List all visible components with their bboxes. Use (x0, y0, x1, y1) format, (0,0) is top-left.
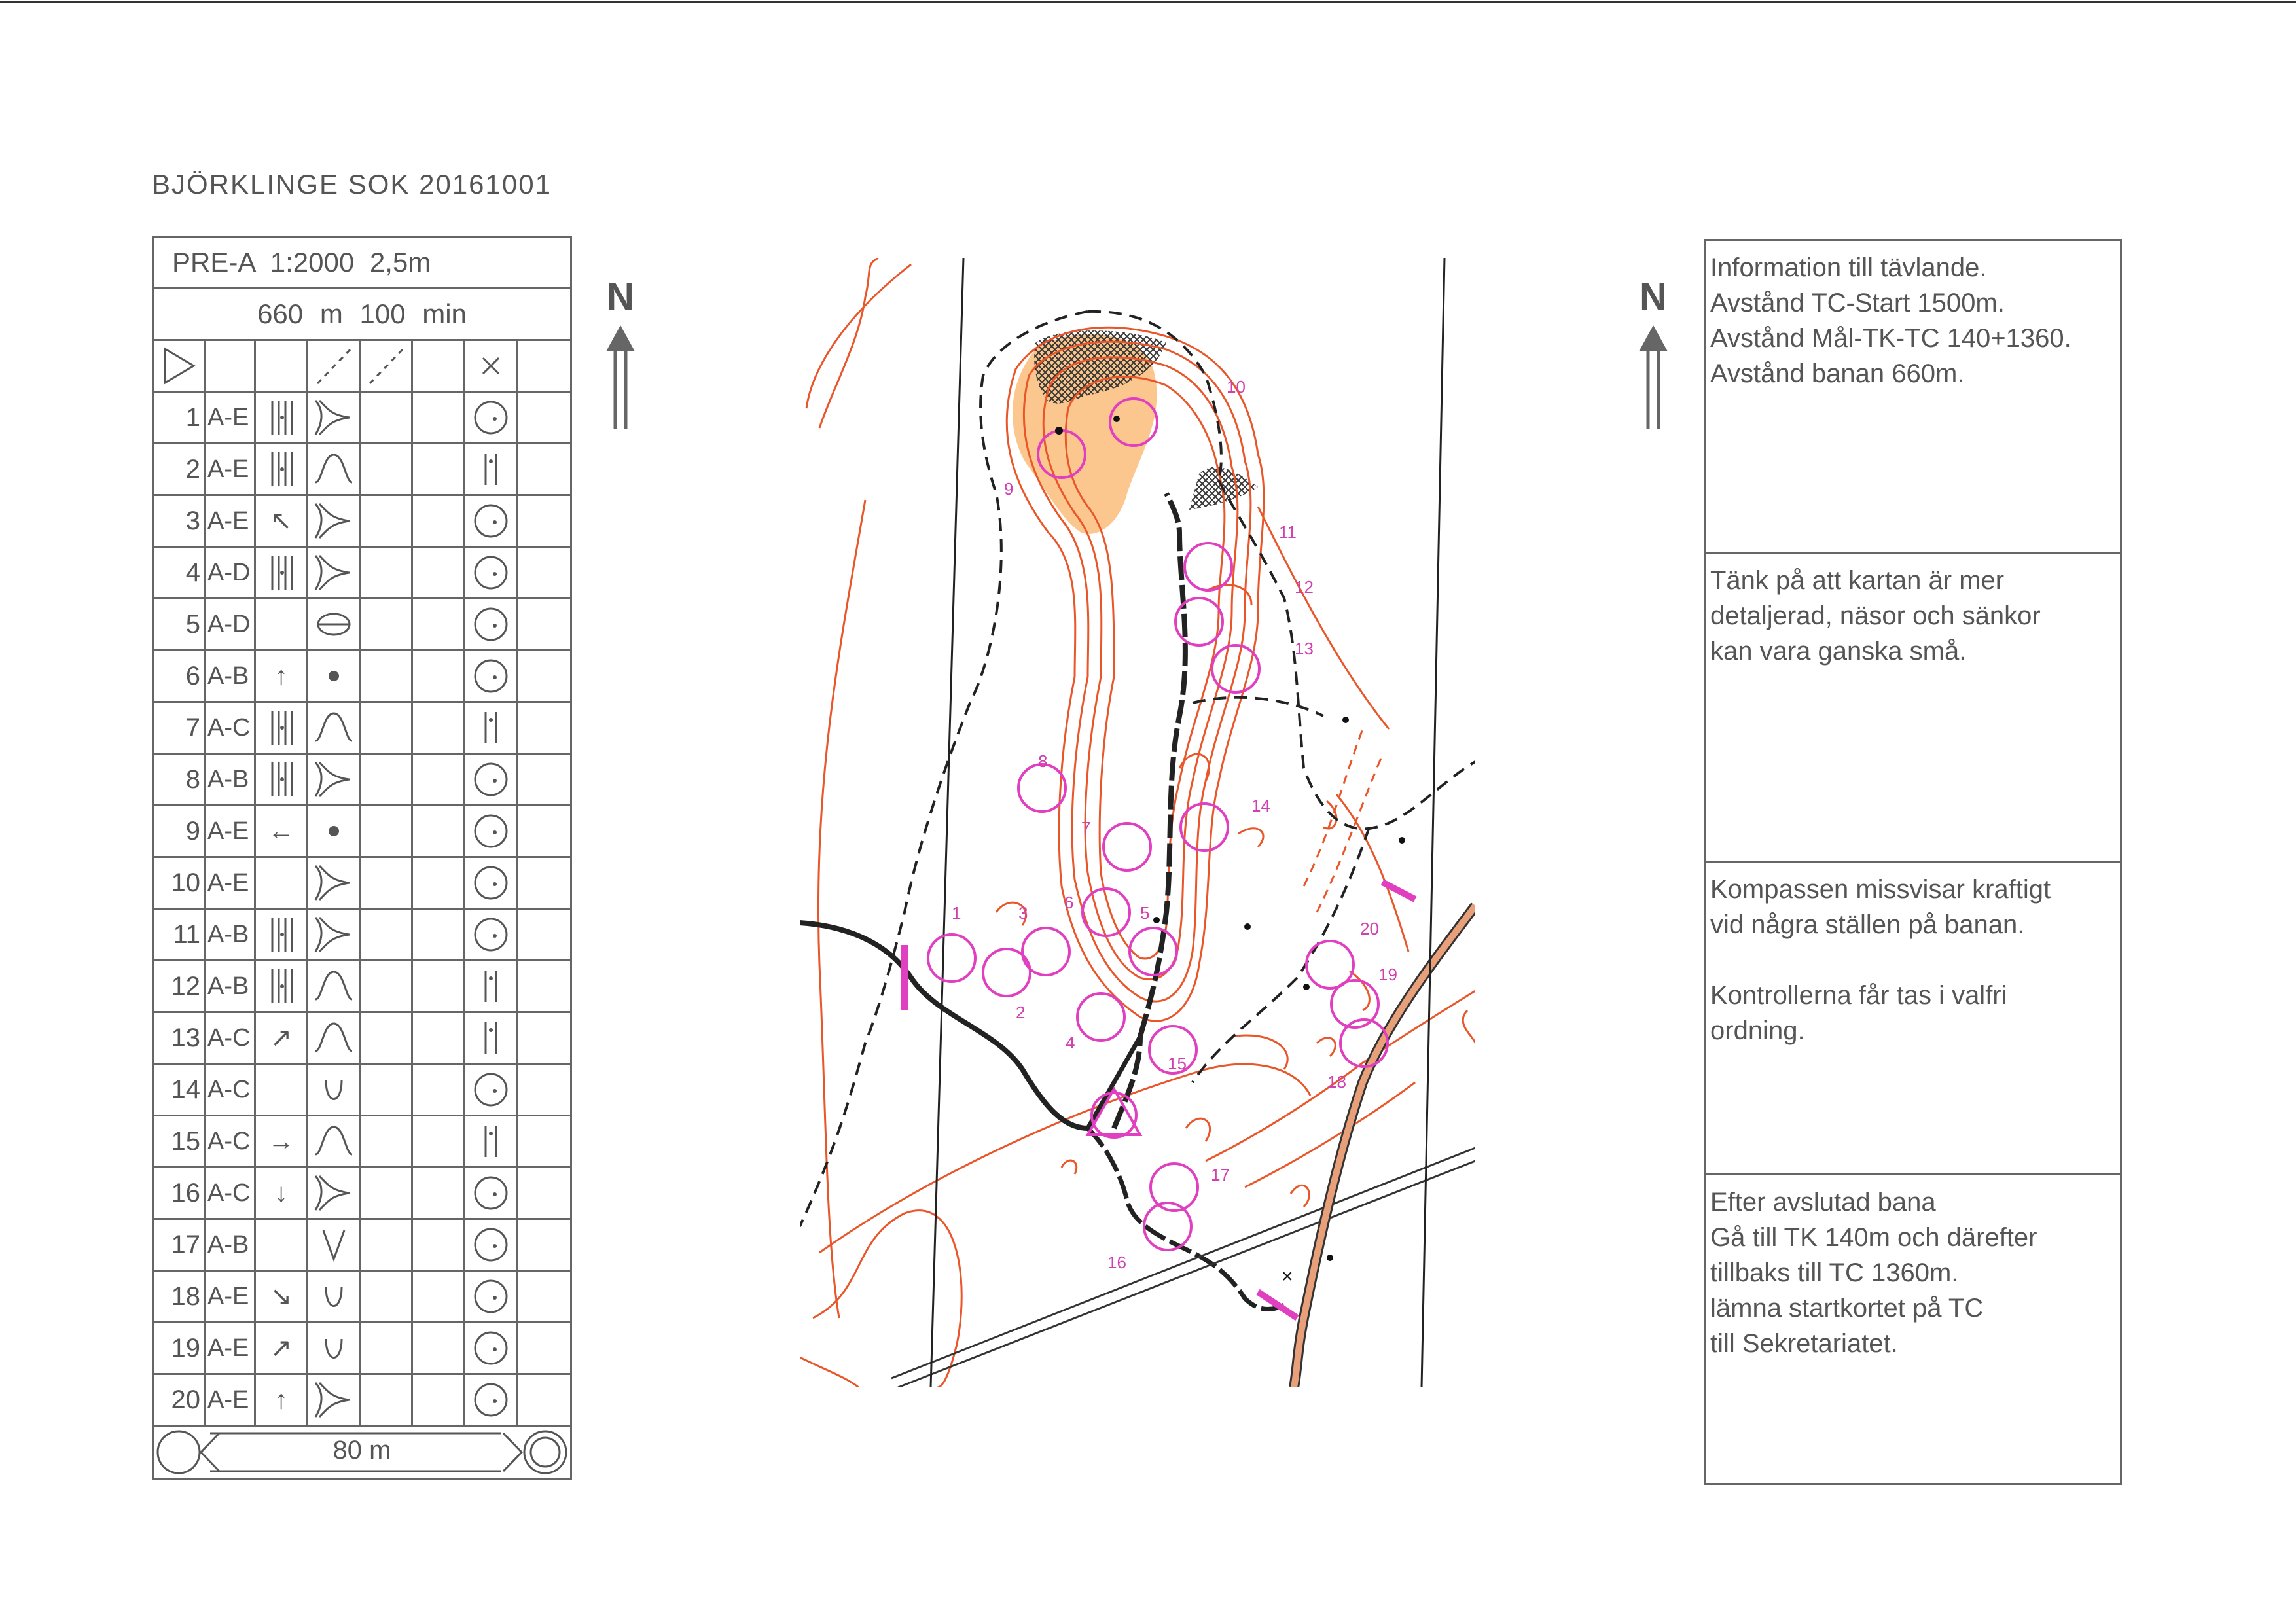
column-c-empty (256, 599, 308, 649)
spur-icon (308, 393, 361, 442)
direction-arrow: ↓ (256, 1168, 308, 1218)
control-code: A-B (206, 1220, 256, 1270)
spur-icon (308, 858, 361, 908)
control-row (154, 961, 570, 1013)
control-location-circle-icon (465, 755, 518, 804)
control-number: 5 (154, 599, 206, 649)
empty-cell (361, 961, 413, 1011)
empty-cell (413, 1272, 465, 1321)
empty-cell (518, 444, 570, 494)
information-panel (1704, 239, 2122, 1485)
empty-cell (518, 548, 570, 597)
map-control-number: 6 (1064, 893, 1074, 912)
contour-lines-icon (256, 444, 308, 494)
control-row (154, 1272, 570, 1323)
hill-icon (308, 1116, 361, 1166)
control-row (154, 393, 570, 444)
control-number: 2 (154, 444, 206, 494)
empty-cell (361, 703, 413, 753)
empty-cell (518, 1168, 570, 1218)
map-control-number: 7 (1081, 818, 1091, 838)
control-number: 7 (154, 703, 206, 753)
map-control-number: 12 (1295, 577, 1314, 597)
empty-cell (518, 858, 570, 908)
direction-arrow: ↗ (256, 1013, 308, 1063)
info-line: Kontrollerna får tas i valfri (1710, 981, 2007, 1010)
control-row (154, 548, 570, 599)
depression-icon (308, 1272, 361, 1321)
empty-cell (413, 1323, 465, 1373)
control-location-circle-icon (465, 496, 518, 546)
map-control-number: 18 (1327, 1072, 1346, 1092)
info-line: detaljerad, näsor och sänkor (1710, 601, 2041, 630)
info-line: Efter avslutad bana (1710, 1188, 1936, 1217)
finish-row (154, 1427, 570, 1478)
empty-cell (361, 755, 413, 804)
map-control-number: 5 (1140, 903, 1150, 923)
control-row (154, 496, 570, 548)
map-control-number: 8 (1038, 751, 1048, 771)
empty-cell (361, 1065, 413, 1115)
spur-icon (308, 548, 361, 597)
empty-cell (518, 1116, 570, 1166)
control-row (154, 1065, 570, 1116)
info-line: kan vara ganska små. (1710, 637, 1967, 666)
empty-cell (518, 599, 570, 649)
control-code: A-D (206, 548, 256, 597)
control-row (154, 910, 570, 961)
empty-cell (518, 1013, 570, 1063)
control-location-circle-icon (465, 1220, 518, 1270)
empty-cell (413, 755, 465, 804)
map-control-number: 15 (1168, 1054, 1187, 1073)
spur-icon (308, 755, 361, 804)
empty-cell (518, 806, 570, 856)
control-location-circle-icon (465, 1272, 518, 1321)
empty-cell (361, 599, 413, 649)
empty-cell (518, 703, 570, 753)
control-number: 19 (154, 1323, 206, 1373)
map-control-number: 4 (1066, 1033, 1075, 1052)
north-label: N (607, 276, 634, 318)
north-arrow-icon (601, 319, 640, 430)
empty-cell (413, 496, 465, 546)
control-location-circle-icon (465, 1065, 518, 1115)
info-line: Kompassen missvisar kraftigt (1710, 875, 2051, 904)
info-line: vid några ställen på banan. (1710, 910, 2025, 939)
control-number: 10 (154, 858, 206, 908)
map-control-number: 16 (1107, 1253, 1126, 1272)
empty-cell (518, 755, 570, 804)
control-row (154, 858, 570, 910)
north-arrow-icon (1634, 319, 1673, 430)
control-row (154, 806, 570, 858)
hill-icon (308, 703, 361, 753)
map-control-number: 20 (1360, 919, 1379, 938)
empty-cell (361, 910, 413, 959)
info-line: Gå till TK 140m och därefter (1710, 1223, 2037, 1252)
control-code: A-B (206, 961, 256, 1011)
control-location-circle-icon (465, 910, 518, 959)
empty-cell (361, 496, 413, 546)
dashed-diagonal-icon (308, 341, 361, 391)
control-row (154, 1375, 570, 1427)
empty-cell (361, 548, 413, 597)
empty-cell (413, 1116, 465, 1166)
empty-cell (361, 858, 413, 908)
empty-cell (413, 444, 465, 494)
control-code: A-E (206, 806, 256, 856)
map-control-number: 3 (1018, 903, 1028, 923)
empty-cell (518, 1323, 570, 1373)
finish-distance: 80 m (332, 1436, 391, 1465)
info-line: till Sekretariatet. (1710, 1329, 1898, 1358)
info-line: Tänk på att kartan är mer (1710, 566, 2005, 595)
control-number: 1 (154, 393, 206, 442)
map-control-number: 13 (1295, 639, 1314, 658)
direction-arrow: ← (256, 806, 308, 856)
control-number: 11 (154, 910, 206, 959)
direction-arrow: ↖ (256, 496, 308, 546)
control-row (154, 1013, 570, 1065)
direction-arrow: ↑ (256, 1375, 308, 1425)
contour-lines-icon (256, 393, 308, 442)
empty-cell (413, 910, 465, 959)
knoll-dot-icon (308, 651, 361, 701)
info-section-compass (1706, 863, 2120, 1175)
empty-cell (413, 1013, 465, 1063)
dashed-diagonal-icon (361, 341, 413, 391)
control-row (154, 651, 570, 703)
empty-cell (413, 651, 465, 701)
control-number: 6 (154, 651, 206, 701)
north-label: N (1640, 276, 1667, 318)
depression-icon (308, 1065, 361, 1115)
info-section-general (1706, 241, 2120, 554)
direction-arrow: ↗ (256, 1323, 308, 1373)
control-location-circle-icon (465, 393, 518, 442)
control-row (154, 1323, 570, 1375)
hill-icon (308, 1013, 361, 1063)
column-c-empty (256, 1065, 308, 1115)
hill-icon (308, 444, 361, 494)
orienteering-map (800, 258, 1475, 1387)
empty-cell (361, 1116, 413, 1166)
empty-cell (518, 1220, 570, 1270)
empty-cell (413, 1220, 465, 1270)
control-row (154, 599, 570, 651)
empty-cell (518, 961, 570, 1011)
control-number: 8 (154, 755, 206, 804)
empty-cell (518, 1272, 570, 1321)
empty-cell (518, 651, 570, 701)
control-location-circle-icon (465, 599, 518, 649)
empty-cell (413, 1375, 465, 1425)
control-row (154, 703, 570, 755)
control-number: 16 (154, 1168, 206, 1218)
contour-lines-icon (256, 961, 308, 1011)
control-code: A-C (206, 1065, 256, 1115)
empty-cell (518, 496, 570, 546)
empty-cell (518, 1065, 570, 1115)
control-location-bar-icon (465, 1116, 518, 1166)
top-border-line (0, 1, 2296, 3)
empty-cell (413, 1168, 465, 1218)
control-code: A-C (206, 1116, 256, 1166)
control-location-circle-icon (465, 1323, 518, 1373)
map-control-number: 1 (952, 903, 961, 923)
empty-cell (361, 1272, 413, 1321)
control-code: A-E (206, 1272, 256, 1321)
empty-cell (361, 806, 413, 856)
control-row (154, 755, 570, 806)
control-code: A-E (206, 393, 256, 442)
map-control-number: 19 (1378, 965, 1397, 984)
info-line: tillbaks till TC 1360m. (1710, 1258, 1959, 1287)
info-section-after-course (1706, 1175, 2120, 1483)
control-number: 18 (154, 1272, 206, 1321)
control-code: A-B (206, 755, 256, 804)
empty-cell (413, 1065, 465, 1115)
empty-cell (413, 703, 465, 753)
map-control-number: 11 (1279, 522, 1297, 542)
spur-icon (308, 496, 361, 546)
empty-cell (361, 1323, 413, 1373)
contour-lines-icon (256, 755, 308, 804)
control-location-bar-icon (465, 1013, 518, 1063)
control-description-sheet (152, 236, 572, 1480)
control-location-circle-icon (465, 806, 518, 856)
empty-cell (413, 806, 465, 856)
control-location-bar-icon (465, 703, 518, 753)
control-code: A-E (206, 444, 256, 494)
control-number: 20 (154, 1375, 206, 1425)
control-row (154, 1116, 570, 1168)
contour-lines-icon (256, 910, 308, 959)
control-row (154, 1168, 570, 1220)
control-code: A-B (206, 651, 256, 701)
empty-cell (413, 858, 465, 908)
empty-cell (361, 1013, 413, 1063)
empty-cell (361, 651, 413, 701)
cross-icon (465, 341, 518, 391)
contour-lines-icon (256, 703, 308, 753)
course-length-time: 660 m 100 min (154, 289, 570, 341)
control-code: A-D (206, 599, 256, 649)
control-location-circle-icon (465, 1375, 518, 1425)
direction-arrow: → (256, 1116, 308, 1166)
control-row (154, 1220, 570, 1272)
start-row (154, 341, 570, 393)
empty-cell (518, 1375, 570, 1425)
empty-cell (413, 961, 465, 1011)
gully-icon (308, 1220, 361, 1270)
contour-lines-icon (256, 548, 308, 597)
north-arrow-left (601, 275, 640, 433)
direction-arrow: ↘ (256, 1272, 308, 1321)
direction-arrow: ↑ (256, 651, 308, 701)
control-row (154, 444, 570, 496)
control-code: A-E (206, 1375, 256, 1425)
control-location-circle-icon (465, 1168, 518, 1218)
control-number: 4 (154, 548, 206, 597)
empty-cell (361, 1375, 413, 1425)
map-control-number: 14 (1251, 796, 1270, 815)
control-location-circle-icon (465, 858, 518, 908)
map-control-number: 2 (1016, 1003, 1026, 1022)
map-control-number: 10 (1227, 377, 1246, 397)
column-c-empty (256, 1220, 308, 1270)
spur-icon (308, 1168, 361, 1218)
control-number: 15 (154, 1116, 206, 1166)
map-control-number: 17 (1211, 1165, 1230, 1185)
info-line: Information till tävlande. (1710, 253, 1987, 282)
control-location-bar-icon (465, 961, 518, 1011)
empty-cell (413, 548, 465, 597)
depression-icon (308, 1323, 361, 1373)
map-control-number: 9 (1004, 479, 1014, 499)
control-location-bar-icon (465, 444, 518, 494)
control-code: A-C (206, 1168, 256, 1218)
event-header: BJÖRKLINGE SOK 20161001 (152, 169, 552, 200)
info-line: Avstånd TC-Start 1500m. (1710, 289, 2005, 317)
control-location-circle-icon (465, 651, 518, 701)
spur-icon (308, 910, 361, 959)
knoll-dot-icon (308, 806, 361, 856)
control-number: 9 (154, 806, 206, 856)
oval-knoll-icon (308, 599, 361, 649)
empty-cell (518, 910, 570, 959)
start-triangle-icon (154, 341, 206, 391)
north-arrow-right (1634, 275, 1673, 433)
control-number: 17 (154, 1220, 206, 1270)
info-line: lämna startkortet på TC (1710, 1294, 1984, 1323)
empty-cell (361, 1220, 413, 1270)
control-location-circle-icon (465, 548, 518, 597)
spur-icon (308, 1375, 361, 1425)
column-c-empty (256, 858, 308, 908)
empty-cell (361, 393, 413, 442)
info-section-map-detail (1706, 554, 2120, 863)
empty-cell (361, 1168, 413, 1218)
info-line: Avstånd banan 660m. (1710, 359, 1965, 388)
control-code: A-B (206, 910, 256, 959)
info-line: Avstånd Mål-TK-TC 140+1360. (1710, 324, 2072, 353)
control-code: A-E (206, 858, 256, 908)
empty-cell (413, 599, 465, 649)
course-title: PRE-A 1:2000 2,5m (154, 238, 570, 289)
hill-icon (308, 961, 361, 1011)
empty-cell (518, 393, 570, 442)
empty-cell (413, 393, 465, 442)
svg-text:×: × (1282, 1266, 1293, 1287)
control-code: A-C (206, 1013, 256, 1063)
control-number: 14 (154, 1065, 206, 1115)
control-number: 3 (154, 496, 206, 546)
control-number: 12 (154, 961, 206, 1011)
control-code: A-E (206, 1323, 256, 1373)
empty-cell (361, 444, 413, 494)
info-line: ordning. (1710, 1016, 1805, 1045)
control-number: 13 (154, 1013, 206, 1063)
control-code: A-E (206, 496, 256, 546)
control-code: A-C (206, 703, 256, 753)
